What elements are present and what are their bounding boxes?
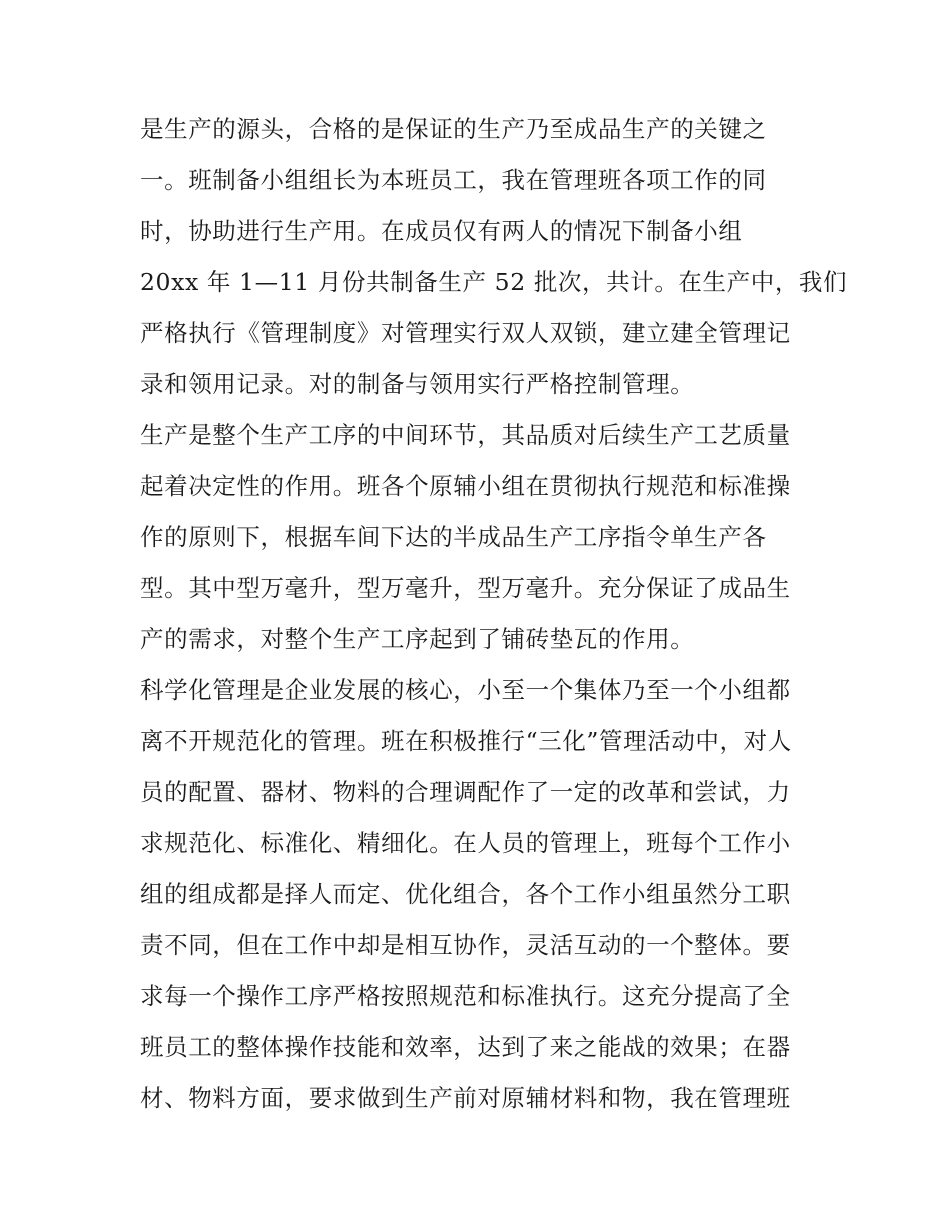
text-line: 材、物料方面，要求做到生产前对原辅材料和物，我在管理班	[140, 1084, 791, 1112]
text-line: 班员工的整体操作技能和效率，达到了来之能战的效果；在器	[140, 1033, 791, 1061]
text-line: 产的需求，对整个生产工序起到了铺砖垫瓦的作用。	[140, 625, 695, 653]
text-line: 时，协助进行生产用。在成员仅有两人的情况下制备小组	[140, 217, 743, 245]
body-text	[140, 104, 848, 1124]
text-line: 作的原则下，根据车间下达的半成品生产工序指令单生产各	[140, 523, 767, 551]
text-line: 型。其中型万毫升，型万毫升，型万毫升。充分保证了成品生	[140, 574, 791, 602]
text-line: 一。班制备小组组长为本班员工，我在管理班各项工作的同	[140, 166, 767, 194]
text-line: 起着决定性的作用。班各个原辅小组在贯彻执行规范和标准操	[140, 472, 791, 500]
text-line: 员的配置、器材、物料的合理调配作了一定的改革和尝试，力	[140, 778, 791, 806]
text-line: 是生产的源头，合格的是保证的生产乃至成品生产的关键之	[140, 115, 767, 143]
text-line: 严格执行《管理制度》对管理实行双人双锁，建立建全管理记	[140, 319, 791, 347]
text-line: 录和领用记录。对的制备与领用实行严格控制管理。	[140, 370, 695, 398]
text-line: 责不同，但在工作中却是相互协作，灵活互动的一个整体。要	[140, 931, 791, 959]
text-line: 20xx 年 1—11 月份共制备生产 52 批次，共计。在生产中，我们	[140, 268, 848, 296]
text-line: 离不开规范化的管理。班在积极推行“三化”管理活动中，对人	[140, 727, 792, 755]
text-line: 科学化管理是企业发展的核心，小至一个集体乃至一个小组都	[140, 676, 791, 704]
text-line: 组的组成都是择人而定、优化组合，各个工作小组虽然分工职	[140, 880, 791, 908]
text-line: 求每一个操作工序严格按照规范和标准执行。这充分提高了全	[140, 982, 791, 1010]
text-line: 求规范化、标准化、精细化。在人员的管理上，班每个工作小	[140, 829, 791, 857]
text-line: 生产是整个生产工序的中间环节，其品质对后续生产工艺质量	[140, 421, 791, 449]
